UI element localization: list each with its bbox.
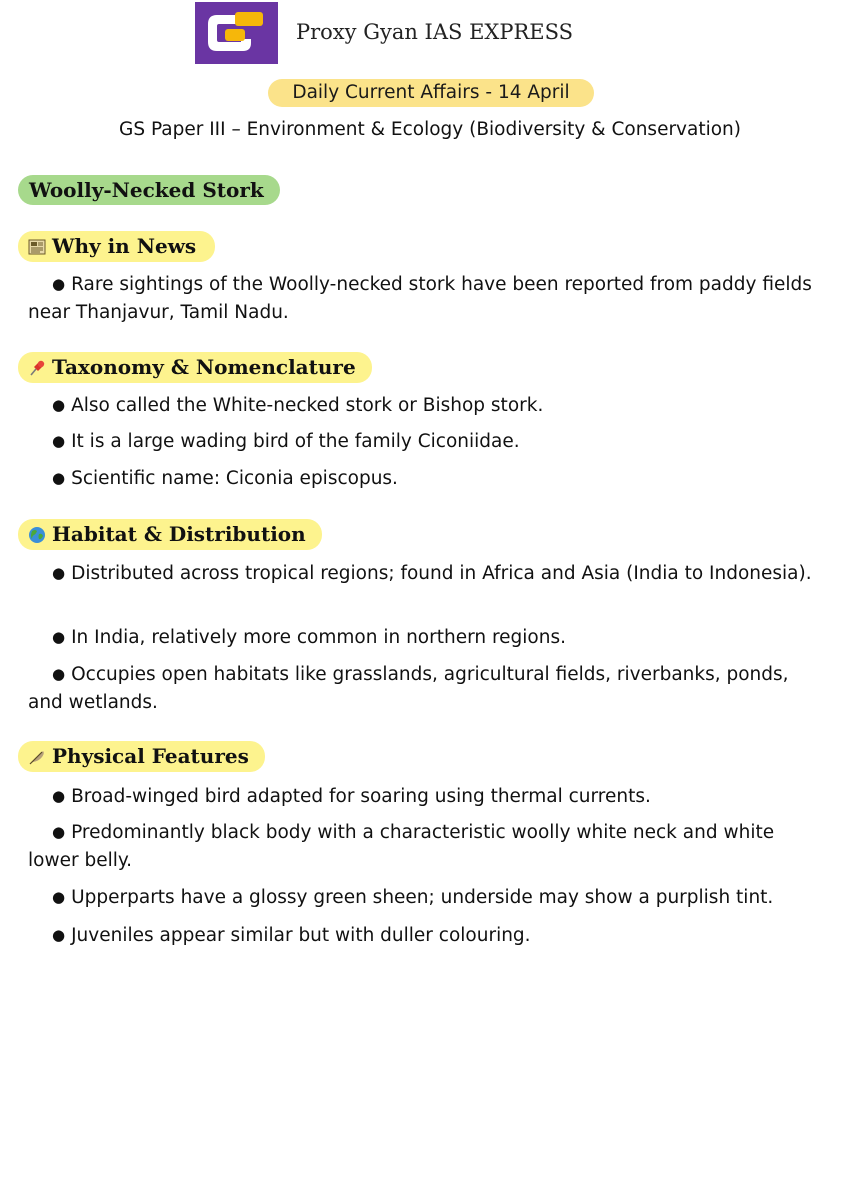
list-item: ● Predominantly black body with a characteristic woolly white neck and white lower belly.	[28, 822, 775, 871]
newspaper-icon	[28, 238, 46, 256]
list-item: ● Also called the White-necked stork or Bishop stork.	[52, 395, 544, 416]
section-heading-physical	[18, 741, 265, 772]
header	[195, 2, 655, 64]
list-item: ● Rare sightings of the Woolly-necked stork have been reported from paddy fields near Thanjavur, Tamil Nadu.	[28, 274, 812, 323]
paper-subtitle: GS Paper III – Environment & Ecology (Biodiversity & Conservation)	[118, 119, 742, 140]
list-item: ● Scientific name: Ciconia episcopus.	[52, 468, 398, 489]
section-heading-taxonomy	[18, 352, 372, 383]
section-title: Habitat & Distribution	[52, 522, 306, 546]
date-badge: Daily Current Affairs - 14 April	[268, 79, 594, 107]
pushpin-icon	[28, 359, 46, 377]
section-heading-why-in-news	[18, 231, 215, 262]
globe-icon	[28, 526, 46, 544]
list-item: ● In India, relatively more common in northern regions.	[52, 627, 566, 648]
feather-icon	[28, 748, 46, 766]
topic-title: Woolly-Necked Stork	[18, 175, 280, 205]
list-item: ● Juveniles appear similar but with duller colouring.	[52, 925, 531, 946]
list-item: ● Upperparts have a glossy green sheen; underside may show a purplish tint.	[52, 887, 774, 908]
section-title: Physical Features	[52, 744, 249, 768]
list-item: ● It is a large wading bird of the family Ciconiidae.	[52, 431, 520, 452]
list-item: ● Broad-winged bird adapted for soaring using thermal currents.	[52, 786, 651, 807]
proxy-gyan-logo	[195, 2, 278, 64]
list-item: ● Distributed across tropical regions; found in Africa and Asia (India to Indonesia).	[52, 563, 812, 584]
section-title: Why in News	[52, 234, 197, 258]
section-heading-habitat	[18, 519, 322, 550]
brand-title: Proxy Gyan IAS EXPRESS	[296, 20, 574, 44]
list-item: ● Occupies open habitats like grasslands, agricultural fields, riverbanks, ponds, and wetlands.	[28, 664, 789, 713]
section-title: Taxonomy & Nomenclature	[52, 355, 356, 379]
